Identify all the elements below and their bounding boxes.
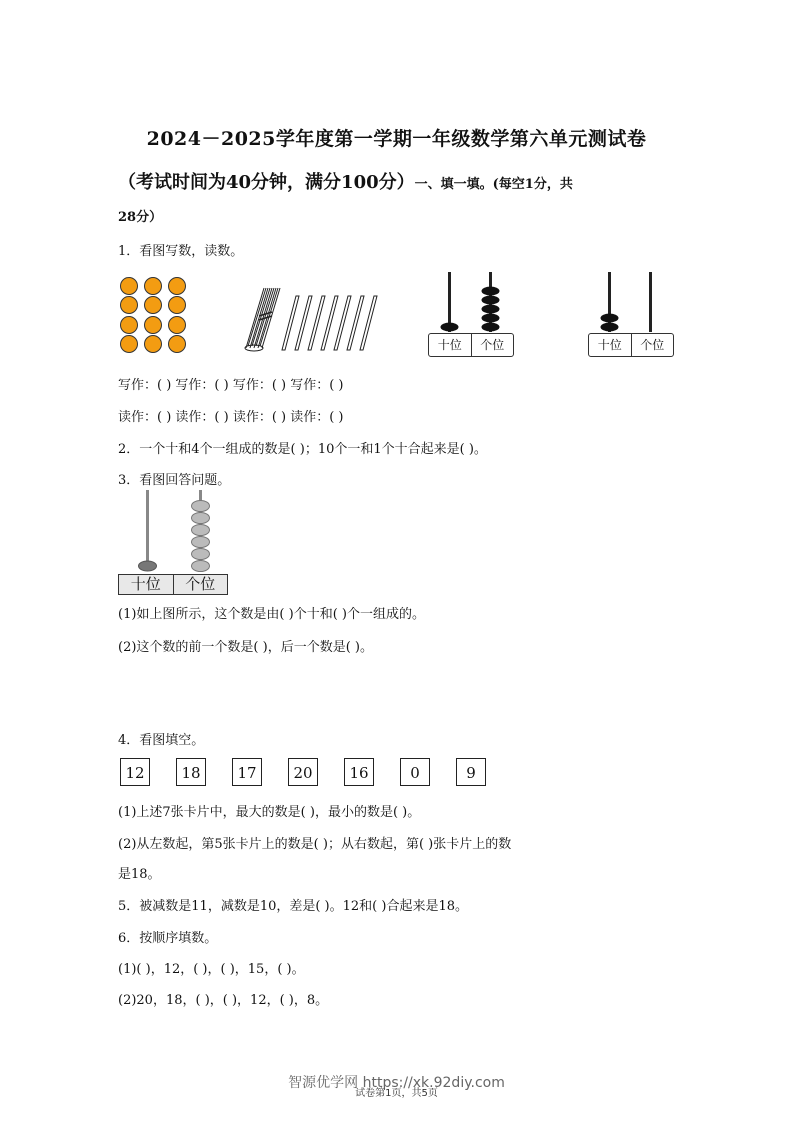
bead — [482, 314, 500, 323]
dot — [121, 336, 138, 353]
bead — [192, 501, 210, 512]
q4-part-2: (2)从左数起，第5张卡片上的数是( )；从右数起，第( )张卡片上的数 — [118, 837, 512, 852]
q1-read-row: 读作：( ) 读作：( ) 读作：( ) 读作：( ) — [118, 410, 344, 425]
abacus-1 — [428, 272, 514, 358]
bead — [482, 305, 500, 314]
dot — [145, 278, 162, 295]
tens-label: 十位 — [119, 575, 174, 594]
dot — [169, 297, 186, 314]
sticks-figure — [242, 286, 378, 354]
page-footer — [0, 1072, 793, 1099]
number-card: 17 — [232, 758, 262, 786]
dot — [169, 336, 186, 353]
bead — [139, 561, 157, 571]
q1-prompt: 1．看图写数，读数。 — [118, 244, 244, 259]
bead — [601, 314, 619, 323]
bead — [482, 287, 500, 296]
ones-label: 个位 — [480, 338, 505, 352]
q3-prompt: 3．看图回答问题。 — [118, 473, 231, 488]
ones-label: 个位 — [640, 338, 665, 352]
place-value-labels — [588, 333, 674, 357]
bead — [601, 323, 619, 332]
dot — [145, 336, 162, 353]
place-value-labels — [428, 333, 514, 357]
q3-part-1: (1)如上图所示，这个数是由( )个十和( )个一组成的。 — [118, 607, 425, 622]
abacus-2 — [588, 272, 674, 358]
ones-rod — [649, 272, 652, 332]
number-card: 0 — [400, 758, 430, 786]
q4-prompt: 4．看图填空。 — [118, 733, 205, 748]
exam-duration: （考试时间为40分钟，满分100分） — [118, 172, 415, 193]
number-card: 20 — [288, 758, 318, 786]
bead — [482, 323, 500, 332]
dot — [169, 317, 186, 334]
number-card: 16 — [344, 758, 374, 786]
q4-part-2-cont: 是18。 — [118, 867, 161, 882]
bead — [441, 323, 459, 332]
dot — [121, 278, 138, 295]
stick-bundle — [245, 288, 280, 351]
place-value-labels — [118, 574, 228, 595]
q3-part-2: (2)这个数的前一个数是( )，后一个数是( )。 — [118, 640, 373, 655]
number-card: 18 — [176, 758, 206, 786]
number-card: 9 — [456, 758, 486, 786]
bead — [192, 537, 210, 548]
dot — [145, 317, 162, 334]
dot-grid-figure — [118, 276, 190, 356]
tens-label: 十位 — [589, 334, 632, 356]
tens-rod — [146, 490, 149, 570]
q4-part-1: (1)上述7张卡片中，最大的数是( )，最小的数是( )。 — [118, 805, 421, 820]
q6-prompt: 6．按顺序填数。 — [118, 931, 218, 946]
bead — [482, 296, 500, 305]
q6-part-1: (1)( )，12，( )，( )，15，( )。 — [118, 962, 305, 977]
dot — [121, 317, 138, 334]
bead — [192, 525, 210, 536]
dot — [145, 297, 162, 314]
q2-text: 2．一个十和4个一组成的数是( )；10个一和1个十合起来是( )。 — [118, 442, 487, 457]
q6-part-2: (2)20，18，( )，( )，12，( )，8。 — [118, 993, 329, 1008]
page-title: 2024－2025学年度第一学期一年级数学第六单元测试卷 — [146, 128, 647, 150]
abacus-3 — [118, 490, 228, 596]
number-card: 12 — [120, 758, 150, 786]
ones-label: 个位 — [185, 575, 216, 593]
tens-label: 十位 — [429, 334, 472, 356]
bead — [192, 549, 210, 560]
dot — [121, 297, 138, 314]
exam-info — [118, 168, 573, 194]
watermark: 智源优学网 https://xk.92diy.com — [288, 1075, 505, 1091]
single-sticks — [282, 296, 377, 350]
section-heading: 一、填一填。(每空1分，共 — [414, 177, 573, 192]
section-heading-end: 28分） — [118, 210, 163, 225]
q1-write-row: 写作：( ) 写作：( ) 写作：( ) 写作：( ) — [118, 378, 344, 393]
dot — [169, 278, 186, 295]
page-number: 试卷第1页，共5页 — [355, 1088, 438, 1099]
q5-text: 5．被减数是11，减数是10，差是( )。12和( )合起来是18。 — [118, 899, 468, 914]
bead — [192, 513, 210, 524]
bead — [192, 561, 210, 572]
